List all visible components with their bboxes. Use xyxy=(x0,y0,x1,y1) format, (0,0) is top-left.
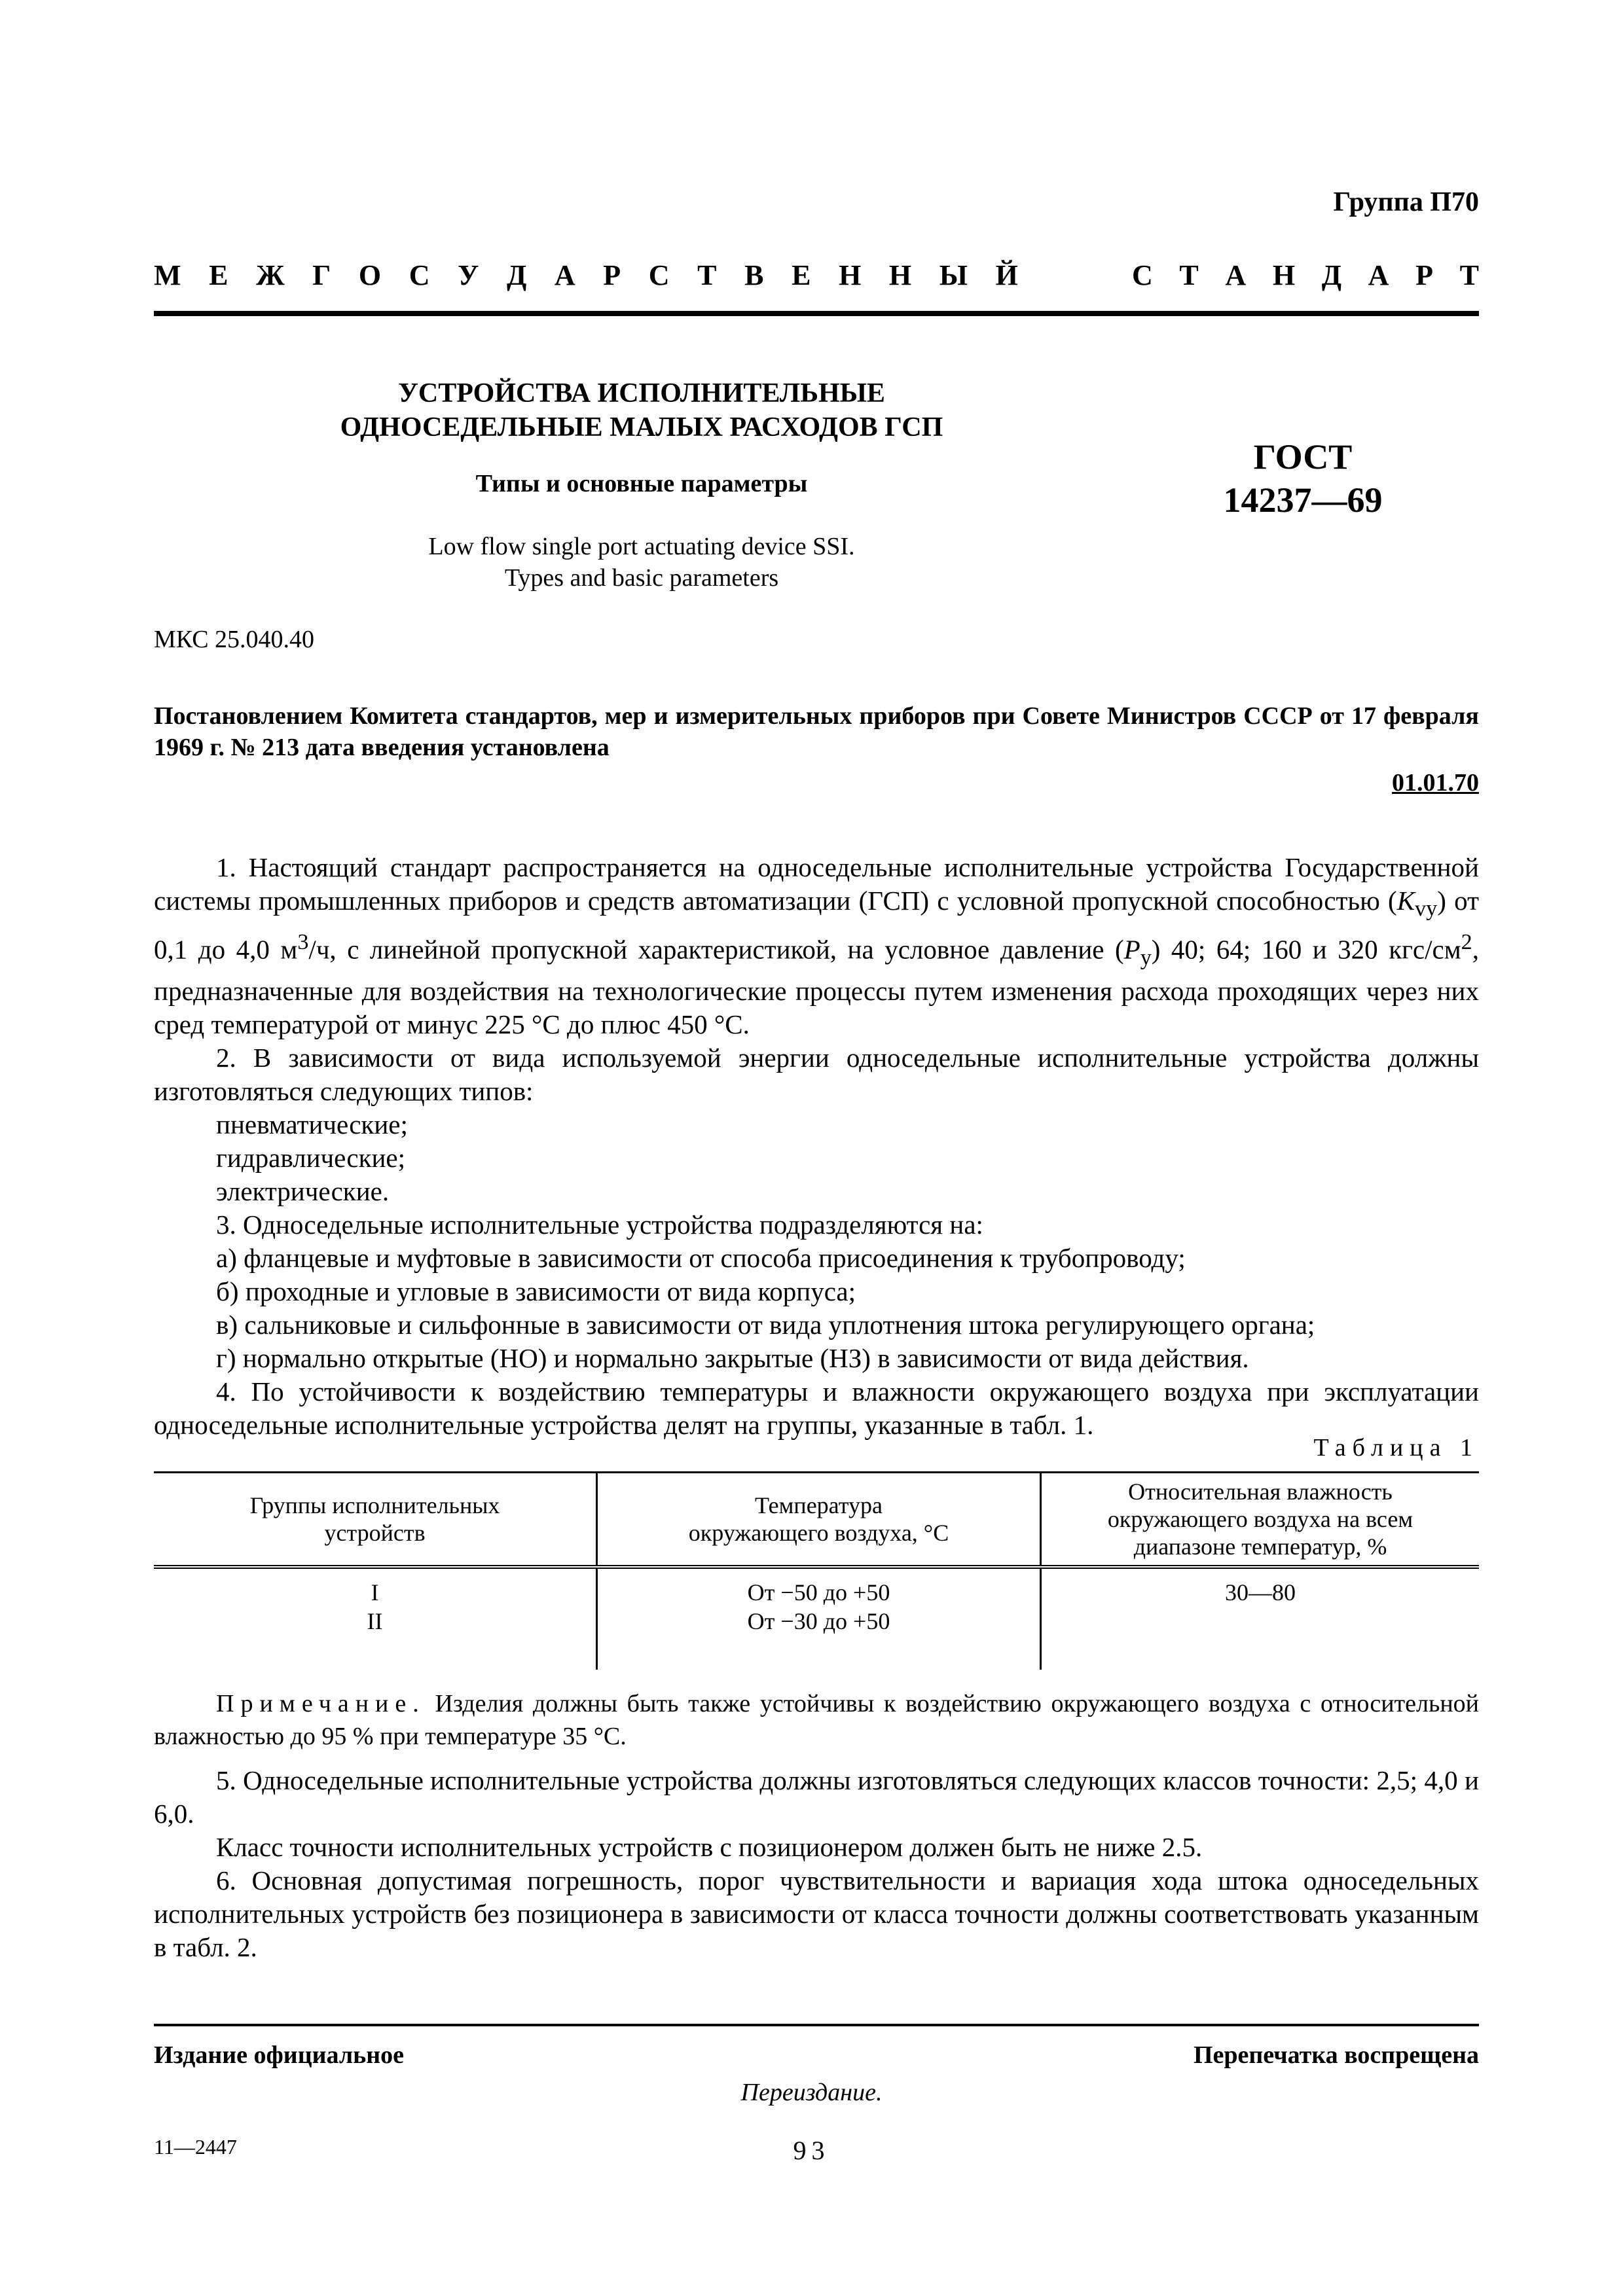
type-item: пневматические; xyxy=(216,1109,408,1140)
paragraph-3: 3. Односедельные исполнительные устройства подразделяются на: xyxy=(216,1210,983,1240)
page-number: 93 xyxy=(793,2136,830,2165)
decree-block xyxy=(154,700,1479,798)
effective-date: 01.01.70 xyxy=(1392,769,1479,797)
paragraph-5b: Класс точности исполнительных устройств с позиционером должен быть не ниже 2.5. xyxy=(216,1832,1203,1862)
gost-code: 14237—69 xyxy=(1223,480,1383,520)
subitem: в) сальниковые и сильфонные в зависимости от вида уплотнения штока регулирующего органа; xyxy=(216,1310,1315,1340)
header-word-interstate: М Е Ж Г О С У Д А Р С Т В Е Н Н Ы Й xyxy=(154,259,1018,291)
header-temperature: Температура окружающего воздуха, °С xyxy=(597,1473,1041,1568)
type-item: электрические. xyxy=(216,1176,390,1207)
standard-header xyxy=(154,252,1479,298)
table-header-row xyxy=(154,1473,1479,1568)
header-humidity: Относительная влажность окружающего воздуха на всем диапазоне температур, % xyxy=(1041,1473,1480,1568)
cell-temperature: От −50 до +50 От −30 до +50 xyxy=(597,1567,1041,1670)
table-1-label: Таблица 1 xyxy=(1313,1434,1479,1462)
footer-official-edition: Издание официальное xyxy=(154,2041,405,2069)
header-word-standard: С Т А Н Д А Р Т xyxy=(1132,259,1479,291)
title-english-line-2: Types and basic parameters xyxy=(504,564,779,592)
paragraph-1: 1. Настоящий стандарт распространяется на односедельные исполнительные устройства Государственной системы промышленных приборов и средств автоматизации (ГСП) с условной пропускной способностью $(K_{vy})$ от 0,1 до 4,0 $м^3/ч$, с линейной пропускной характеристикой, на условное давление $(P_y)$ 40; 64; 160 и 320 кгс/$см^2$, предназначенные для воздействия на технологические процессы путем изменения расхода проходящих через них сред температурой от минус 225 °С до плюс 450 °С. xyxy=(154,852,1480,1040)
footer-reprint-prohibited: Перепечатка воспрещена xyxy=(1193,2041,1479,2069)
paragraph-6: 6. Основная допустимая погрешность, порог чувствительности и вариация хода штока односедельных исполнительных устройств без позиционера в зависимости от класса точности должны соответствовать указанным в табл. 2. xyxy=(154,1865,1479,1962)
title-line-1: УСТРОЙСТВА ИСПОЛНИТЕЛЬНЫЕ xyxy=(398,378,885,408)
print-code: 11—2447 xyxy=(154,2135,237,2159)
table-1 xyxy=(154,1471,1479,1670)
body-section-2 xyxy=(154,1764,1479,1964)
title-subtitle: Типы и основные параметры xyxy=(475,470,808,497)
gost-label: ГОСТ xyxy=(1253,437,1353,476)
reissue-note: Переиздание. xyxy=(740,2079,883,2106)
subitem: б) проходные и угловые в зависимости от вида корпуса; xyxy=(216,1276,856,1307)
body-section-1 xyxy=(154,851,1479,1442)
cell-groups: I II xyxy=(367,1579,383,1634)
note-text: Изделия должны быть также устойчивы к воздействию окружающего воздуха с относительной влажностью до 95 % при температуре 35 °С. xyxy=(154,1690,1479,1750)
title-english-line-1: Low flow single port actuating device SSI. xyxy=(428,533,855,560)
table-row xyxy=(154,1567,1479,1670)
title-english xyxy=(275,531,1008,594)
subitem: г) нормально открытые (НО) и нормально закрытые (НЗ) в зависимости от вида действия. xyxy=(216,1343,1249,1374)
paragraph-2: 2. В зависимости от вида используемой энергии односедельные исполнительные устройства должны изготовляться следующих типов: xyxy=(154,1043,1479,1107)
note-label: Примечание. xyxy=(216,1690,426,1717)
header-groups: Группы исполнительных устройств xyxy=(154,1473,597,1568)
cell-humidity: 30—80 xyxy=(1041,1567,1480,1670)
footer-rule xyxy=(154,2024,1479,2026)
group-label: Группа П70 xyxy=(1333,187,1479,217)
type-item: гидравлические; xyxy=(216,1143,406,1174)
gost-number xyxy=(1172,435,1434,522)
decree-text: Постановлением Комитета стандартов, мер и измерительных приборов при Совете Министров СССР от 17 февраля 1969 г. № 213 дата введения установлена xyxy=(154,702,1479,761)
table-note xyxy=(154,1687,1479,1753)
paragraph-4: 4. По устойчивости к воздействию температуры и влажности окружающего воздуха при эксплуатации односедельные исполнительные устройства делят на группы, указанные в табл. 1. xyxy=(154,1376,1479,1441)
subitem: а) фланцевые и муфтовые в зависимости от способа присоединения к трубопроводу; xyxy=(216,1243,1186,1274)
mks-code: МКС 25.040.40 xyxy=(154,626,315,653)
paragraph-5: 5. Односедельные исполнительные устройства должны изготовляться следующих классов точности: 2,5; 4,0 и 6,0. xyxy=(154,1765,1479,1829)
title-line-2: ОДНОСЕДЕЛЬНЫЕ МАЛЫХ РАСХОДОВ ГСП xyxy=(340,412,943,442)
header-rule xyxy=(154,311,1479,316)
title-block xyxy=(275,376,1008,594)
